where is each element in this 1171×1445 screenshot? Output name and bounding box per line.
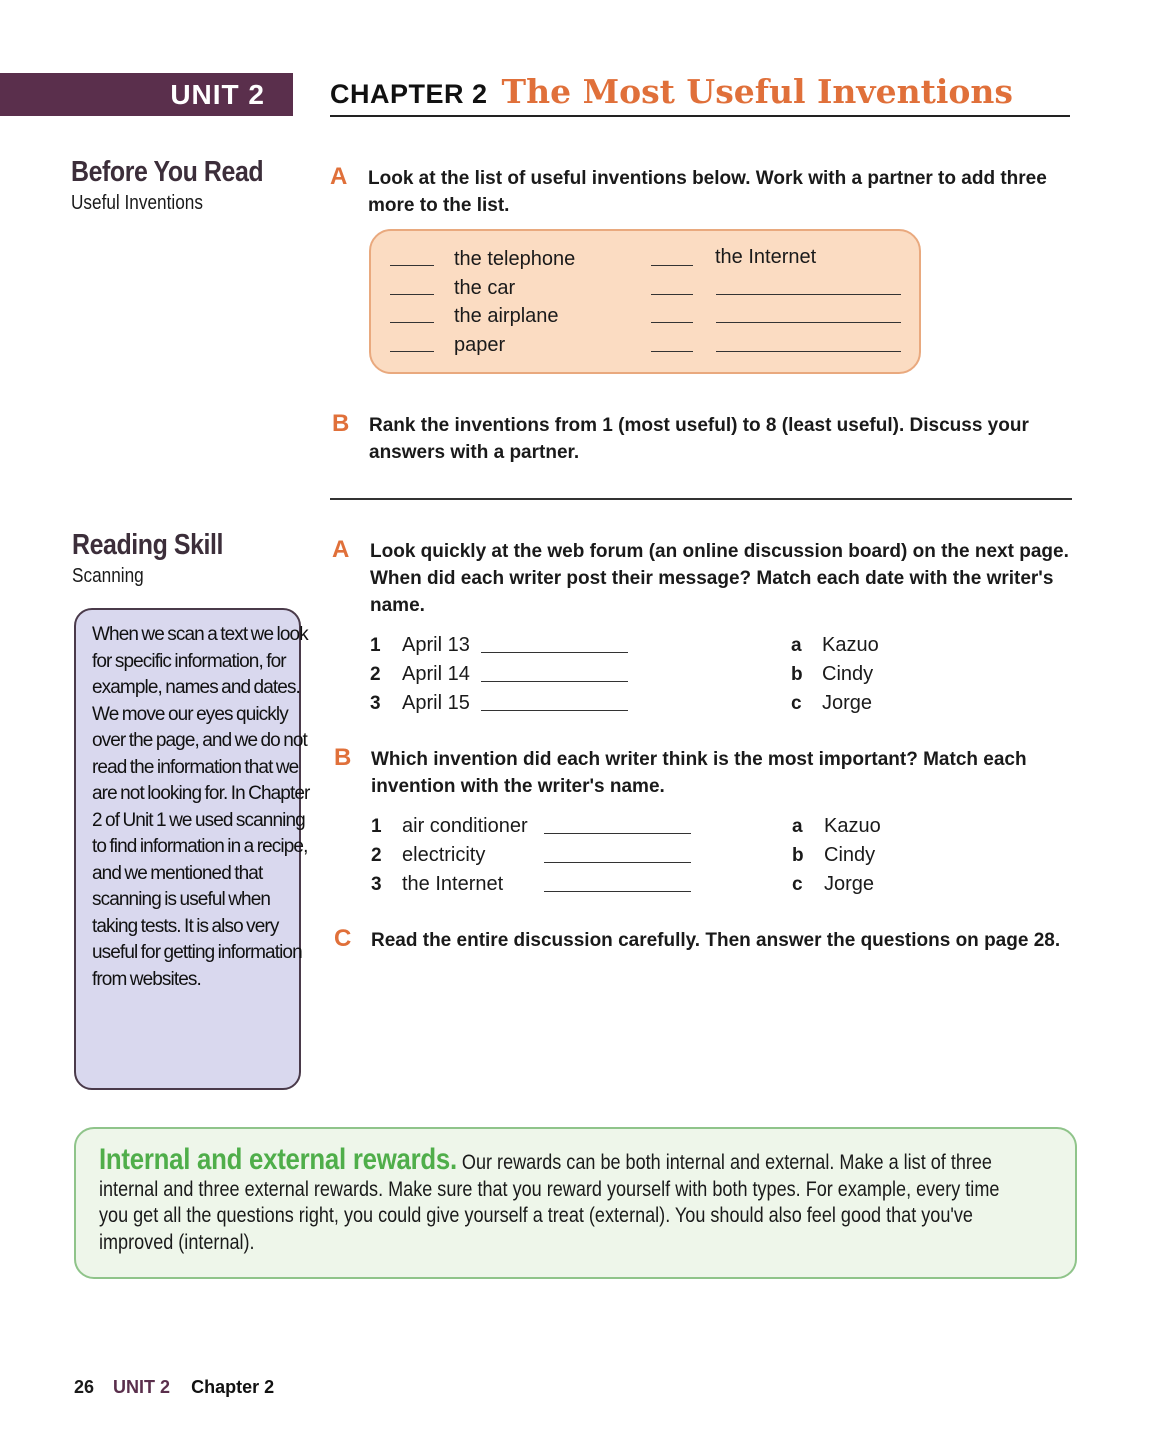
item-number: 1 bbox=[370, 635, 381, 656]
invention-item: the airplane bbox=[454, 305, 559, 327]
answer-line[interactable] bbox=[481, 710, 628, 711]
item-number: 2 bbox=[370, 664, 381, 685]
match-item: the Internet bbox=[402, 873, 504, 895]
option-name: Cindy bbox=[822, 663, 874, 685]
item-number: 1 bbox=[371, 816, 382, 837]
invention-write-in-line[interactable] bbox=[716, 351, 901, 352]
exercise-prompt: Which invention did each writer think is the most important? Match each invention with the writer's name. bbox=[371, 749, 1027, 797]
invention-write-in-line[interactable] bbox=[716, 322, 901, 323]
option-name: Cindy bbox=[824, 844, 876, 866]
inventions-list-box bbox=[369, 229, 921, 374]
option-name: Kazuo bbox=[822, 634, 879, 656]
option-letter: c bbox=[792, 874, 803, 895]
exercise-letter: A bbox=[332, 536, 350, 563]
item-number: 3 bbox=[371, 874, 382, 895]
chapter-rule bbox=[330, 115, 1070, 117]
unit-banner bbox=[0, 73, 293, 116]
invention-write-in-line[interactable] bbox=[716, 294, 901, 295]
exercise-prompt: Rank the inventions from 1 (most useful) to 8 (least useful). Discuss your answers with a partner. bbox=[369, 415, 1029, 463]
invention-item: paper bbox=[454, 334, 506, 356]
rank-blank[interactable] bbox=[390, 265, 434, 266]
exercise-prompt: Read the entire discussion carefully. Then answer the questions on page 28. bbox=[371, 930, 1061, 951]
item-number: 2 bbox=[371, 845, 382, 866]
chapter-title: The Most Useful Inventions bbox=[501, 72, 1013, 111]
page-footer bbox=[74, 1377, 274, 1398]
option-name: Jorge bbox=[822, 692, 873, 714]
match-item: electricity bbox=[402, 844, 486, 866]
page-number: 26 bbox=[74, 1377, 95, 1397]
rank-blank[interactable] bbox=[390, 322, 434, 323]
invention-item: the telephone bbox=[454, 248, 576, 270]
section-divider bbox=[330, 498, 1072, 500]
study-tip-heading: Internal and external rewards. bbox=[99, 1143, 457, 1176]
option-letter: b bbox=[792, 845, 804, 866]
study-tip bbox=[99, 1143, 1028, 1256]
reading-skill-title: Reading Skill bbox=[72, 529, 224, 561]
answer-line[interactable] bbox=[544, 891, 691, 892]
chapter-heading bbox=[330, 72, 1013, 111]
match-item: April 14 bbox=[402, 663, 470, 685]
unit-label: UNIT 2 bbox=[170, 78, 265, 110]
answer-line[interactable] bbox=[481, 652, 628, 653]
item-number: 3 bbox=[370, 693, 381, 714]
option-letter: a bbox=[792, 816, 803, 837]
rank-blank[interactable] bbox=[651, 294, 693, 295]
reading-skill-text: When we scan a text we look for specific information, for example, names and dates. We move our eyes quickly over the page, and we do not read the information that we are not looking for. In Chapter 2 of Unit 1 we used scanning to find information in a recipe, and we mentioned that scanning is useful when taking tests. It is also very useful for getting information from websites. bbox=[92, 624, 310, 990]
rank-blank[interactable] bbox=[651, 265, 693, 266]
exercise-prompt: Look at the list of useful inventions below. Work with a partner to add three more to the list. bbox=[368, 168, 1047, 216]
rank-blank[interactable] bbox=[651, 322, 693, 323]
answer-line[interactable] bbox=[544, 833, 691, 834]
option-letter: a bbox=[791, 635, 802, 656]
match-item: air conditioner bbox=[402, 815, 528, 837]
rank-blank[interactable] bbox=[651, 351, 693, 352]
rank-blank[interactable] bbox=[390, 351, 434, 352]
exercise-letter: C bbox=[334, 925, 352, 952]
chapter-label: CHAPTER 2 bbox=[330, 79, 488, 109]
invention-item: the Internet bbox=[715, 246, 817, 268]
answer-line[interactable] bbox=[544, 862, 691, 863]
footer-chapter: Chapter 2 bbox=[191, 1377, 275, 1397]
invention-item: the car bbox=[454, 277, 516, 299]
answer-line[interactable] bbox=[481, 681, 628, 682]
match-item: April 15 bbox=[402, 692, 470, 714]
footer-unit: UNIT 2 bbox=[113, 1377, 171, 1397]
exercise-letter: B bbox=[332, 410, 350, 437]
before-you-read-title: Before You Read bbox=[71, 156, 264, 188]
exercise-letter: A bbox=[330, 163, 348, 190]
option-letter: c bbox=[791, 693, 802, 714]
exercise-letter: B bbox=[334, 744, 352, 771]
option-letter: b bbox=[791, 664, 803, 685]
match-item: April 13 bbox=[402, 634, 470, 656]
rank-blank[interactable] bbox=[390, 294, 434, 295]
study-tip-body: Our rewards can be both internal and external. Make a list of three internal and three external rewards. Make sure that you reward yourself with both types. For example, every time you get all the questions right, you could give yourself a treat (external). You should also feel good that you've improved (internal). bbox=[99, 1151, 1000, 1254]
exercise-prompt: Look quickly at the web forum (an online discussion board) on the next page. When did each writer post their message? Match each date with the writer's name. bbox=[370, 541, 1069, 616]
before-you-read-subtitle: Useful Inventions bbox=[71, 192, 203, 214]
option-name: Kazuo bbox=[824, 815, 881, 837]
option-name: Jorge bbox=[824, 873, 875, 895]
reading-skill-subtitle: Scanning bbox=[72, 565, 144, 587]
